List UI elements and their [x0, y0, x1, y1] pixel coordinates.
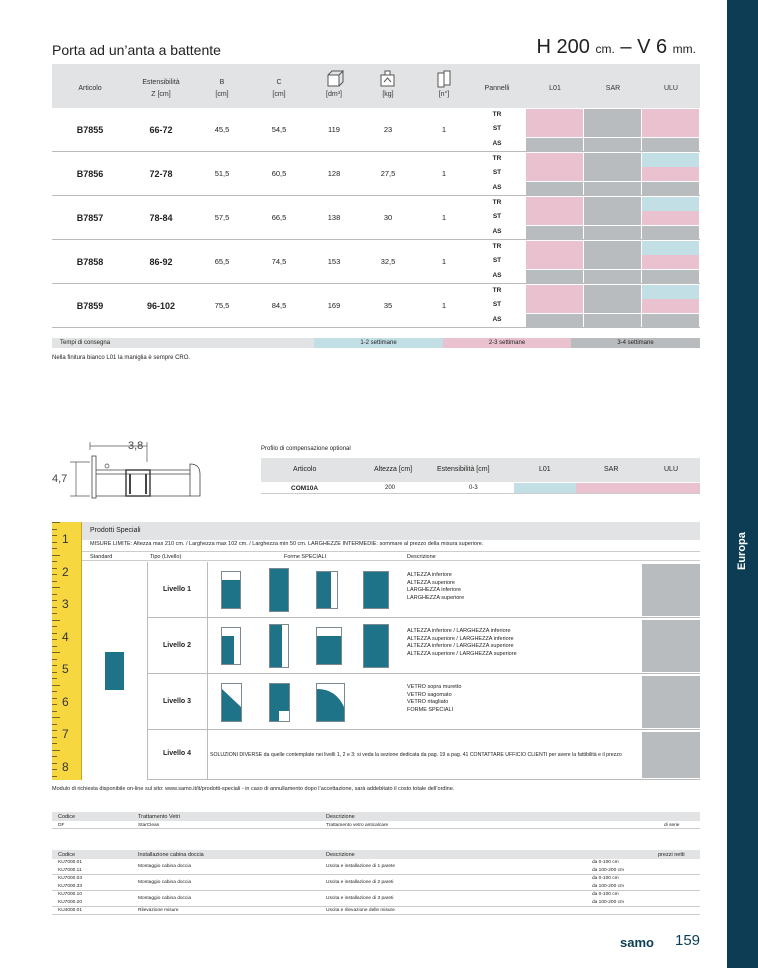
header-articolo: Articolo — [78, 85, 102, 92]
shape-3a — [221, 683, 243, 723]
ruler-number: 5 — [62, 662, 69, 676]
product-b: 57,5 — [214, 213, 230, 222]
product-weight: 27,5 — [380, 169, 396, 178]
product-extension: 78-84 — [149, 213, 173, 223]
ruler-number: 3 — [62, 597, 69, 611]
finish-swatch — [526, 123, 583, 137]
panel-label: TR — [492, 243, 502, 250]
main-table-header — [52, 64, 700, 108]
install-h-codice: Codice — [58, 852, 76, 858]
shape-1a — [221, 571, 241, 609]
ruler-tick — [52, 600, 57, 601]
special-limits: MISURE LIMITE: Altezza max 210 cm. / Larghezza max 102 cm. / Larghezza min 50 cm. LARGHEZZE INTERMEDIE: sommare al prezzo della misura superiore. — [90, 541, 484, 547]
finish-swatch — [584, 123, 641, 137]
level-1-price — [642, 564, 700, 616]
product-code: B7858 — [76, 257, 104, 267]
product-code: B7855 — [76, 125, 104, 135]
level-4-desc: SOLUZIONI DIVERSE da quelle contemplate nei livelli 1, 2 e 3: si veda la sezione dedicata da pag. 19 a pag. 41 CONTATTARE UFFICIO CLIENTI per avere la fattibilità e il prezzo — [210, 752, 622, 758]
header-l01: L01 — [549, 85, 561, 92]
optional-header — [261, 458, 700, 482]
level-2-price — [642, 620, 700, 672]
shape-2b — [269, 624, 289, 668]
profile-width-label: 3,8 — [128, 440, 144, 452]
spec-height: H 200 — [536, 36, 590, 58]
panel-label: TR — [492, 111, 502, 118]
install-desc: Uscita e installazione di 2 pareti — [326, 880, 394, 885]
finish-swatch — [526, 153, 583, 167]
ruler-tick — [52, 581, 57, 582]
finish-swatch — [642, 153, 699, 167]
install-code: KU7000.33 — [58, 884, 83, 889]
ruler-number: 1 — [62, 532, 69, 546]
volume-icon — [326, 70, 344, 88]
finish-swatch — [584, 153, 641, 167]
level-3-price — [642, 676, 700, 728]
module-note: Modulo di richiesta disponibile on-line sul sito: www.samo.it/it/prodotti-speciali - in caso di annullamento dopo l’accettazione, sarà addebitato il costo totale dell’ordine. — [52, 786, 455, 792]
ruler-tick — [52, 730, 57, 731]
install-code: KU7000.20 — [58, 900, 83, 905]
ruler-tick — [52, 594, 57, 595]
panel-label: AS — [492, 315, 502, 323]
product-c: 84,5 — [271, 301, 287, 310]
level-4-price — [642, 732, 700, 778]
product-extension: 66-72 — [149, 125, 173, 135]
ruler-tick — [52, 704, 57, 705]
ruler-tick — [52, 529, 57, 530]
install-h-installazione: Installazione cabina doccia — [138, 852, 204, 858]
product-weight: 30 — [383, 213, 393, 222]
product-b: 65,5 — [214, 257, 230, 266]
ruler-number: 2 — [62, 564, 69, 579]
panel-label: ST — [492, 301, 502, 309]
panel-label: TR — [492, 287, 502, 294]
glass-h-descrizione: Descrizione — [326, 814, 355, 820]
ruler-tick — [52, 769, 57, 770]
header-kg-unit: [kg] — [382, 91, 394, 98]
handle-note: Nella finitura bianco L01 la maniglia è sempre CRO. — [52, 355, 191, 361]
product-panels: 1 — [441, 257, 447, 266]
opt-h-l01: L01 — [539, 466, 551, 473]
ruler-tick — [52, 776, 57, 777]
opt-h-articolo: Articolo — [293, 466, 317, 473]
product-code: B7859 — [76, 301, 104, 311]
finish-swatch — [642, 226, 699, 240]
profile-drawing — [50, 436, 210, 500]
ruler-decoration — [52, 522, 82, 780]
ruler-tick — [52, 587, 60, 588]
finish-swatch — [584, 109, 641, 123]
panel-label: ST — [492, 125, 502, 133]
ruler-number: 4 — [62, 629, 69, 644]
finish-swatch — [642, 285, 699, 299]
finish-swatch — [526, 270, 583, 284]
product-spec — [537, 36, 696, 59]
header-b: B — [219, 79, 225, 86]
finish-swatch — [584, 241, 641, 255]
header-b-unit: [cm] — [215, 91, 229, 98]
ruler-tick — [52, 522, 60, 523]
standard-door-shape — [105, 652, 124, 690]
install-range: da 0-100 cm — [592, 876, 619, 881]
level-1-desc: ALTEZZA inferiore ALTEZZA superiore LARGHEZZA inferiore LARGHEZZA superiore — [407, 572, 465, 601]
finish-swatch — [526, 109, 583, 123]
side-tab-label: Europa — [736, 532, 748, 570]
ruler-tick — [52, 574, 57, 575]
product-code: B7857 — [76, 213, 104, 223]
panel-label: TR — [492, 199, 502, 206]
ruler-tick — [52, 711, 57, 712]
install-range: da 0-100 cm — [592, 892, 619, 897]
product-weight: 32,5 — [380, 257, 396, 266]
finish-swatch — [642, 241, 699, 255]
shape-1d — [363, 571, 389, 609]
opt-h-altezza: Altezza [cm] — [374, 466, 413, 473]
panel-label: AS — [492, 271, 502, 279]
install-type: Montaggio cabina doccia — [138, 864, 192, 869]
install-row — [52, 907, 700, 915]
level-4-label: Livello 4 — [163, 750, 192, 757]
finish-swatch — [526, 138, 583, 152]
samo-logo: samo — [620, 935, 654, 950]
optional-title: Profilo di compensazione optional — [261, 446, 351, 452]
product-extension: 96-102 — [146, 301, 176, 311]
optional-row — [261, 482, 700, 494]
header-ulu: ULU — [663, 85, 678, 92]
ruler-tick — [52, 607, 57, 608]
product-b: 75,5 — [214, 301, 230, 310]
ruler-tick — [52, 737, 57, 738]
ruler-tick — [52, 678, 57, 679]
side-bar — [727, 0, 758, 968]
finish-swatch — [584, 167, 641, 181]
product-panels: 1 — [441, 169, 447, 178]
opt-h-sar: SAR — [604, 466, 619, 473]
glass-code: DF — [58, 822, 65, 828]
panels-icon — [436, 69, 452, 89]
finish-swatch — [526, 197, 583, 211]
finish-swatch — [584, 182, 641, 196]
ruler-tick — [52, 613, 57, 614]
glass-desc: Trattamento vetro anticalcare — [326, 822, 389, 828]
opt-h-ulu: ULU — [664, 466, 679, 473]
spec-height-unit: cm. — [595, 42, 615, 56]
install-desc: Uscita e rilevazione delle misure — [326, 908, 395, 913]
ruler-tick — [52, 724, 57, 725]
header-estensibilita: Estensibilità — [142, 79, 180, 86]
side-tab — [729, 494, 758, 584]
delivery-label: Tempi di consegna — [60, 339, 111, 346]
panel-label: TR — [492, 155, 502, 162]
product-weight: 23 — [383, 125, 393, 134]
ruler-tick — [52, 542, 57, 543]
panel-label: AS — [492, 139, 502, 147]
ruler-tick — [52, 756, 57, 757]
product-row — [52, 152, 700, 196]
ruler-tick — [52, 548, 57, 549]
header-vol-unit: [dm³] — [326, 91, 342, 98]
ruler-tick — [52, 685, 60, 686]
page-number: 159 — [675, 932, 701, 949]
glass-trattamento: StarClean — [138, 822, 160, 828]
install-row — [52, 859, 700, 875]
header-estensibilita-unit: Z [cm] — [151, 91, 171, 98]
glass-h-trattamento: Trattamento Vetri — [138, 814, 180, 820]
special-title: Prodotti Speciali — [90, 527, 141, 534]
page-title: Porta ad un’anta a battente — [52, 42, 221, 58]
finish-swatch — [642, 299, 699, 313]
finish-swatch — [584, 197, 641, 211]
delivery-3-4: 3-4 settimane — [571, 338, 700, 348]
finish-swatch — [526, 241, 583, 255]
ruler-tick — [52, 672, 57, 673]
header-sar: SAR — [605, 85, 621, 92]
ruler-tick — [52, 633, 57, 634]
finish-swatch — [642, 255, 699, 269]
install-code: KU7000.01 — [58, 860, 83, 865]
finish-swatch — [642, 270, 699, 284]
finish-swatch — [584, 299, 641, 313]
product-row — [52, 196, 700, 240]
product-c: 60,5 — [271, 169, 287, 178]
glass-price: di serie — [664, 822, 680, 828]
finish-swatch — [526, 211, 583, 225]
level-1-row — [147, 562, 700, 618]
product-c: 54,5 — [271, 125, 287, 134]
finish-swatch — [584, 211, 641, 225]
panel-label: AS — [492, 227, 502, 235]
header-c-unit: [cm] — [272, 91, 286, 98]
install-desc: Uscita e installazione di 3 pareti — [326, 896, 394, 901]
product-weight: 35 — [383, 301, 393, 310]
install-range: da 100-200 cm — [592, 884, 624, 889]
ruler-tick — [52, 763, 57, 764]
ruler-tick — [52, 659, 57, 660]
ruler-tick — [52, 750, 60, 751]
level-2-row — [147, 618, 700, 674]
delivery-legend — [52, 338, 700, 348]
opt-h-estensibilita: Estensibilità [cm] — [437, 466, 490, 473]
product-row — [52, 284, 700, 328]
ruler-tick — [52, 717, 60, 718]
opt-code: COM10A — [291, 485, 319, 492]
level-3-row — [147, 674, 700, 730]
product-code: B7856 — [76, 169, 104, 179]
finish-swatch — [642, 109, 699, 123]
product-extension: 72-78 — [149, 169, 173, 179]
install-desc: Uscita e installazione di 1 parete — [326, 864, 396, 869]
finish-swatch — [584, 270, 641, 284]
level-3-desc: VETRO sopra muretto VETRO sagomato VETRO ritagliato FORME SPECIALI — [407, 684, 462, 713]
ruler-tick — [52, 639, 57, 640]
ruler-tick — [52, 691, 57, 692]
profile-height-label: 4,7 — [52, 473, 68, 485]
panel-label: ST — [492, 213, 502, 221]
install-code: KU7000.03 — [58, 876, 83, 881]
finish-swatch — [642, 211, 699, 225]
ruler-tick — [52, 646, 57, 647]
finish-swatch — [526, 314, 583, 328]
delivery-2-3: 2-3 settimane — [443, 338, 571, 348]
install-code: KU7000.11 — [58, 868, 82, 873]
install-type: Montaggio cabina doccia — [138, 896, 192, 901]
product-b: 51,5 — [214, 169, 230, 178]
product-row — [52, 240, 700, 284]
install-row — [52, 875, 700, 891]
opt-swatch-l01 — [514, 483, 576, 493]
level-3-label: Livello 3 — [163, 698, 192, 705]
header-pannelli: Pannelli — [484, 85, 510, 92]
col-descrizione: Descrizione — [407, 554, 436, 560]
finish-swatch — [642, 138, 699, 152]
product-c: 74,5 — [271, 257, 287, 266]
install-h-prezzi: prezzi netti — [658, 852, 685, 858]
ruler-number: 6 — [62, 694, 69, 709]
product-volume: 169 — [327, 301, 341, 310]
shape-3c — [316, 683, 346, 723]
col-forme: Forme SPECIALI — [284, 554, 327, 560]
level-2-label: Livello 2 — [163, 642, 192, 649]
product-volume: 128 — [327, 169, 341, 178]
install-range: da 0-100 cm — [592, 860, 619, 865]
panel-label: ST — [492, 169, 502, 177]
finish-swatch — [642, 182, 699, 196]
product-panels: 1 — [441, 213, 447, 222]
ruler-tick — [52, 652, 60, 653]
finish-swatch — [642, 167, 699, 181]
finish-swatch — [584, 138, 641, 152]
opt-altezza: 200 — [385, 485, 396, 491]
delivery-1-2: 1-2 settimane — [314, 338, 443, 348]
finish-swatch — [584, 285, 641, 299]
finish-swatch — [526, 285, 583, 299]
glass-header — [52, 812, 700, 821]
spec-glass-unit: mm. — [672, 42, 696, 56]
product-panels: 1 — [441, 301, 447, 310]
col-standard: Standard — [90, 554, 113, 560]
product-volume: 119 — [328, 125, 340, 134]
special-header — [82, 522, 700, 540]
shape-3b — [269, 683, 291, 723]
finish-swatch — [526, 226, 583, 240]
ruler-number: 8 — [62, 759, 69, 774]
ruler-tick — [52, 626, 57, 627]
finish-swatch — [584, 255, 641, 269]
install-code: KU4000.01 — [58, 908, 83, 913]
finish-swatch — [642, 314, 699, 328]
ruler-tick — [52, 535, 57, 536]
product-panels: 1 — [441, 125, 447, 134]
install-type: Montaggio cabina doccia — [138, 880, 192, 885]
ruler-tick — [52, 620, 60, 621]
finish-swatch — [584, 314, 641, 328]
install-header — [52, 850, 700, 859]
glass-row — [52, 821, 700, 829]
finish-swatch — [642, 197, 699, 211]
header-n-unit: [n°] — [438, 91, 450, 98]
ruler-tick — [52, 561, 57, 562]
shape-2d — [363, 624, 389, 668]
ruler-tick — [52, 698, 57, 699]
ruler-tick — [52, 743, 57, 744]
finish-swatch — [642, 123, 699, 137]
product-row — [52, 108, 700, 152]
install-type: Rilevazione misure — [138, 908, 179, 913]
opt-swatch-sar — [576, 483, 638, 493]
product-volume: 138 — [327, 213, 341, 222]
install-range: da 100-200 cm — [592, 900, 624, 905]
spec-separator: – — [614, 36, 638, 58]
panel-label: AS — [492, 183, 502, 191]
install-row — [52, 891, 700, 907]
ruler-tick — [52, 568, 57, 569]
product-c: 66,5 — [271, 213, 287, 222]
opt-estensibilita: 0-3 — [469, 485, 478, 491]
finish-swatch — [584, 226, 641, 240]
product-extension: 86-92 — [149, 257, 173, 267]
header-c: C — [276, 79, 282, 86]
install-h-descrizione: Descrizione — [326, 852, 355, 858]
finish-swatch — [526, 182, 583, 196]
level-4-row — [147, 730, 700, 780]
shape-2a — [221, 627, 241, 665]
product-b: 45,5 — [214, 125, 230, 134]
shape-1b — [269, 568, 289, 612]
glass-h-codice: Codice — [58, 814, 76, 820]
ruler-tick — [52, 555, 60, 556]
opt-swatch-ulu — [638, 483, 700, 493]
finish-swatch — [526, 299, 583, 313]
install-range: da 100-200 cm — [592, 868, 624, 873]
col-tipo: Tipo (Livello) — [150, 554, 182, 560]
install-code: KU7000.10 — [58, 892, 83, 897]
ruler-tick — [52, 665, 57, 666]
weight-icon — [379, 70, 397, 88]
special-columns — [82, 551, 700, 561]
level-1-label: Livello 1 — [163, 586, 192, 593]
finish-swatch — [526, 255, 583, 269]
finish-swatch — [526, 167, 583, 181]
spec-glass: V 6 — [637, 36, 668, 58]
shape-1c — [316, 571, 338, 609]
panel-label: ST — [492, 257, 502, 265]
ruler-number: 7 — [62, 727, 69, 741]
product-volume: 153 — [327, 257, 341, 266]
level-2-desc: ALTEZZA inferiore / LARGHEZZA inferiore ALTEZZA superiore / LARGHEZZA inferiore ALTEZZA inferiore / LARGHEZZA superiore ALTEZZA superiore / LARGHEZZA superiore — [407, 628, 517, 657]
shape-2c — [316, 627, 342, 665]
